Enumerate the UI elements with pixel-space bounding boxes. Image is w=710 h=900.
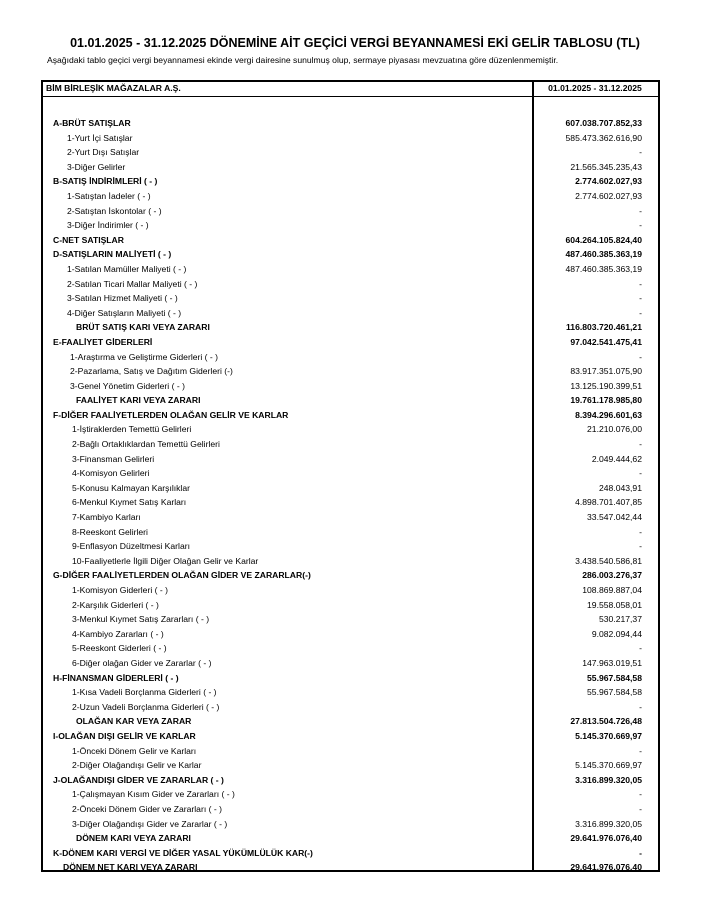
- row-value: -: [639, 147, 642, 158]
- row-value: 116.803.720.461,21: [566, 322, 642, 333]
- table-row: [43, 787, 658, 802]
- table-row: [43, 393, 658, 408]
- table-row: [43, 466, 658, 481]
- row-value: 5.145.370.669,97: [575, 760, 642, 771]
- row-label: 2-Pazarlama, Satış ve Dağıtım Giderleri (-): [70, 366, 233, 377]
- row-value: 21.565.345.235,43: [570, 161, 642, 172]
- table-row: [43, 160, 658, 175]
- row-label: 10-Faaliyetlerle İlgili Diğer Olağan Gelir ve Karlar: [72, 555, 259, 566]
- row-value: 585.473.362.616,90: [565, 132, 642, 143]
- table-row: [43, 350, 658, 365]
- table-row: [43, 700, 658, 715]
- row-value: -: [639, 643, 642, 654]
- row-label: C-NET SATIŞLAR: [53, 234, 124, 245]
- row-value: 55.967.584,58: [587, 687, 642, 698]
- table-row: [43, 320, 658, 335]
- row-label: 1-Önceki Dönem Gelir ve Karları: [72, 745, 197, 756]
- row-value: -: [639, 847, 642, 858]
- row-value: 13.125.190.399,51: [570, 380, 642, 391]
- row-value: -: [639, 745, 642, 756]
- row-value: 147.963.019,51: [582, 657, 642, 668]
- table-row: [43, 145, 658, 160]
- row-label: BRÜT SATIŞ KARI VEYA ZARARI: [76, 322, 210, 333]
- table-row: [43, 189, 658, 204]
- row-label: I-OLAĞAN DIŞI GELİR VE KARLAR: [53, 730, 196, 741]
- table-row: [43, 364, 658, 379]
- row-label: 5-Reeskont Giderleri ( - ): [72, 643, 167, 654]
- row-value: -: [639, 278, 642, 289]
- table-row: [43, 685, 658, 700]
- row-label: H-FİNANSMAN GİDERLERİ ( - ): [53, 672, 179, 683]
- row-value: 4.898.701.407,85: [575, 497, 642, 508]
- row-label: 1-Yurt İçi Satışlar: [67, 132, 133, 143]
- row-value: 607.038.707.852,33: [565, 118, 642, 128]
- row-label: J-OLAĞANDIŞI GİDER VE ZARARLAR ( - ): [53, 774, 224, 785]
- row-label: 6-Menkul Kıymet Satış Karları: [72, 497, 187, 508]
- row-label: 3-Diğer İndirimler ( - ): [67, 220, 149, 231]
- row-value: 487.460.385.363,19: [565, 249, 642, 260]
- row-label: 2-Karşılık Giderleri ( - ): [72, 599, 159, 610]
- table-row: [43, 641, 658, 656]
- table-row: [43, 671, 658, 686]
- table-row: [43, 510, 658, 525]
- row-label: OLAĞAN KAR VEYA ZARAR: [76, 716, 192, 727]
- table-row: [43, 831, 658, 846]
- row-value: -: [639, 541, 642, 552]
- row-value: 2.774.602.027,93: [575, 176, 642, 187]
- row-label: 3-Diğer Olağandışı Gider ve Zararlar ( - ): [72, 818, 228, 829]
- row-value: 97.042.541.475,41: [570, 336, 642, 347]
- row-value: 55.967.584,58: [587, 672, 642, 683]
- table-row: [43, 247, 658, 262]
- table-row: [43, 714, 658, 729]
- table-row: [43, 116, 658, 131]
- row-label: 1-İştiraklerden Temettü Gelirleri: [72, 424, 192, 435]
- row-label: 3-Finansman Gelirleri: [72, 453, 155, 464]
- row-label: 2-Yurt Dışı Satışlar: [67, 147, 140, 158]
- row-label: FAALİYET KARI VEYA ZARARI: [76, 395, 201, 406]
- row-label: 4-Kambiyo Zararları ( - ): [72, 628, 164, 639]
- row-label: 8-Reeskont Gelirleri: [72, 526, 148, 537]
- page-subtitle: Aşağıdaki tablo geçici vergi beyannamesi ekinde vergi dairesine sunulmuş olup, sermaye piyasası mevzuatına göre düzenlenmemiştir.: [47, 55, 559, 65]
- table-row: [43, 422, 658, 437]
- row-label: 2-Önceki Dönem Gider ve Zararları ( - ): [72, 803, 222, 814]
- row-value: 21.210.076,00: [587, 424, 642, 435]
- row-value: -: [639, 468, 642, 479]
- table-row: [43, 773, 658, 788]
- table-row: [43, 627, 658, 642]
- row-label: 1-Komisyon Giderleri ( - ): [72, 585, 168, 595]
- table-row: [43, 583, 658, 598]
- row-label: 3-Diğer Gelirler: [67, 161, 126, 172]
- table-row: [43, 204, 658, 219]
- row-label: F-DİĞER FAALİYETLERDEN OLAĞAN GELİR VE KARLAR: [53, 409, 289, 420]
- table-row: [43, 437, 658, 452]
- table-row: [43, 131, 658, 146]
- row-value: 248.043,91: [598, 482, 642, 493]
- table-row: [43, 262, 658, 277]
- row-value: -: [639, 351, 642, 362]
- row-label: 6-Diğer olağan Gider ve Zararlar ( - ): [72, 657, 212, 668]
- row-value: -: [639, 220, 642, 231]
- row-value: 487.460.385.363,19: [565, 263, 642, 274]
- row-label: 1-Çalışmayan Kısım Gider ve Zararları ( - ): [72, 789, 235, 800]
- table-row: [43, 744, 658, 759]
- table-row: [43, 452, 658, 467]
- row-value: 33.547.042,44: [587, 512, 642, 523]
- table-row: [43, 539, 658, 554]
- row-label: 7-Kambiyo Karları: [72, 512, 141, 523]
- row-label: 1-Araştırma ve Geliştirme Giderleri ( - ): [70, 351, 219, 362]
- table-row: [43, 568, 658, 583]
- table-row: [43, 335, 658, 350]
- row-value: 3.316.899.320,05: [575, 774, 642, 785]
- table-row: [43, 525, 658, 540]
- row-label: D-SATIŞLARIN MALİYETİ ( - ): [53, 249, 172, 260]
- row-value: 19.558.058,01: [587, 599, 642, 610]
- table-row: [43, 612, 658, 627]
- row-value: -: [639, 205, 642, 216]
- table-header: [43, 82, 658, 97]
- table-row: [43, 860, 658, 875]
- row-label: G-DİĞER FAALİYETLERDEN OLAĞAN GİDER VE ZARARLAR(-): [53, 570, 311, 581]
- row-label: 2-Uzun Vadeli Borçlanma Giderleri ( - ): [72, 701, 220, 712]
- table-row: [43, 758, 658, 773]
- row-label: 3-Satılan Hizmet Maliyeti ( - ): [67, 293, 178, 304]
- row-value: -: [639, 803, 642, 814]
- row-label: 1-Satılan Mamüller Maliyeti ( - ): [67, 263, 187, 274]
- row-label: 1-Kısa Vadeli Borçlanma Giderleri ( - ): [72, 687, 217, 698]
- row-label: A-BRÜT SATIŞLAR: [53, 118, 131, 128]
- row-value: 27.813.504.726,48: [570, 716, 642, 727]
- row-label: K-DÖNEM KARI VERGİ VE DİĞER YASAL YÜKÜMLÜLÜK KAR(-): [53, 847, 313, 858]
- table-row: [43, 554, 658, 569]
- row-value: 2.049.444,62: [591, 453, 642, 464]
- row-value: 9.082.094,44: [591, 628, 642, 639]
- table-row: [43, 277, 658, 292]
- row-value: 83.917.351.075,90: [570, 366, 642, 377]
- row-label: DÖNEM NET KARI VEYA ZARARI: [63, 862, 198, 873]
- table-row: [43, 306, 658, 321]
- row-value: 19.761.178.985,80: [570, 395, 642, 406]
- table-row: [43, 481, 658, 496]
- row-value: -: [639, 293, 642, 304]
- table-row: [43, 846, 658, 861]
- row-value: 286.003.276,37: [582, 570, 642, 581]
- table-row: [43, 495, 658, 510]
- table-row: [43, 817, 658, 832]
- row-label: 3-Menkul Kıymet Satış Zararları ( - ): [72, 614, 210, 625]
- row-label: 2-Satıştan İskontolar ( - ): [67, 205, 162, 216]
- row-value: -: [639, 439, 642, 450]
- table-row: [43, 291, 658, 306]
- row-label: DÖNEM KARI VEYA ZARARI: [76, 833, 191, 844]
- table-row: [43, 656, 658, 671]
- table-row: [43, 408, 658, 423]
- company-name: BİM BİRLEŞİK MAĞAZALAR A.Ş.: [46, 83, 181, 93]
- table-row: [43, 233, 658, 248]
- row-value: 5.145.370.669,97: [575, 730, 642, 741]
- row-value: 29.641.976.076,40: [570, 833, 642, 844]
- row-label: E-FAALİYET GİDERLERİ: [53, 336, 153, 347]
- row-label: B-SATIŞ İNDİRİMLERİ ( - ): [53, 176, 158, 187]
- row-label: 4-Komisyon Gelirleri: [72, 468, 150, 479]
- row-value: -: [639, 307, 642, 318]
- row-value: 604.264.105.824,40: [565, 234, 642, 245]
- row-value: -: [639, 789, 642, 800]
- income-statement-table: [41, 80, 660, 872]
- row-value: -: [639, 701, 642, 712]
- row-label: 2-Bağlı Ortaklıklardan Temettü Gelirleri: [72, 439, 220, 450]
- table-body: [43, 116, 658, 875]
- table-row: [43, 598, 658, 613]
- table-row: [43, 379, 658, 394]
- row-value: 8.394.296.601,63: [575, 409, 642, 420]
- row-value: -: [639, 526, 642, 537]
- row-label: 1-Satıştan İadeler ( - ): [67, 190, 151, 201]
- row-value: 3.316.899.320,05: [575, 818, 642, 829]
- table-row: [43, 174, 658, 189]
- row-value: 2.774.602.027,93: [575, 190, 642, 201]
- row-value: 29.641.976.076,40: [570, 862, 642, 873]
- period-header: 01.01.2025 - 31.12.2025: [548, 83, 642, 93]
- page-title: 01.01.2025 - 31.12.2025 DÖNEMİNE AİT GEÇİCİ VERGİ BEYANNAMESİ EKİ GELİR TABLOSU (TL): [70, 36, 640, 50]
- row-label: 4-Diğer Satışların Maliyeti ( - ): [67, 307, 182, 318]
- row-label: 2-Diğer Olağandışı Gelir ve Karlar: [72, 760, 202, 771]
- row-value: 3.438.540.586,81: [575, 555, 642, 566]
- row-label: 2-Satılan Ticari Mallar Maliyeti ( - ): [67, 278, 198, 289]
- row-label: 5-Konusu Kalmayan Karşılıklar: [72, 482, 190, 493]
- row-value: 108.869.887,04: [582, 585, 642, 595]
- table-row: [43, 218, 658, 233]
- row-value: 530.217,37: [598, 614, 642, 625]
- row-label: 9-Enflasyon Düzeltmesi Karları: [72, 541, 190, 552]
- table-row: [43, 729, 658, 744]
- row-label: 3-Genel Yönetim Giderleri ( - ): [70, 380, 185, 391]
- table-row: [43, 802, 658, 817]
